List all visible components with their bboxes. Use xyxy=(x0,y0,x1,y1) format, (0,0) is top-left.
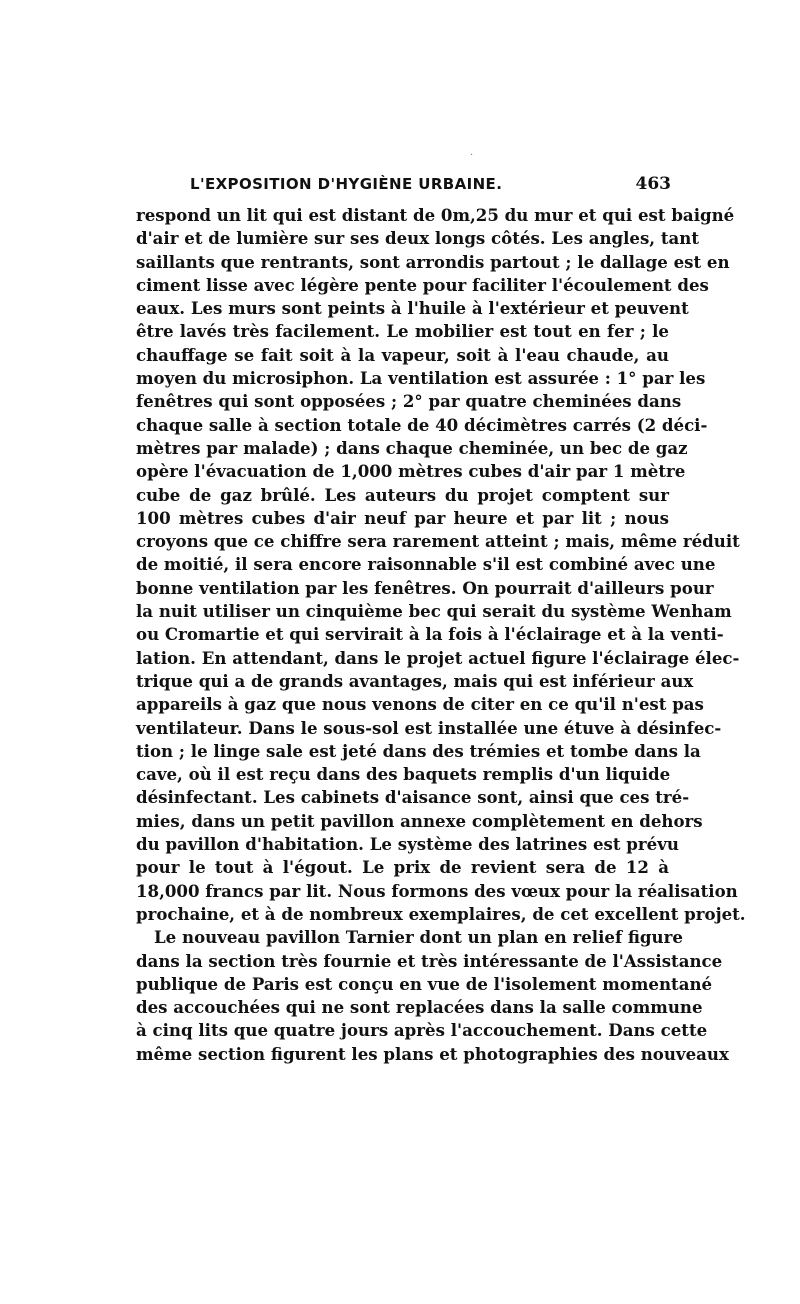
body-text xyxy=(136,204,746,1066)
text-line: dans la section très fournie et très intéressante de l'Assistance xyxy=(136,950,723,971)
text-line: chauffage se fait soit à la vapeur, soit à l'eau chaude, au xyxy=(136,344,669,365)
corner-mark: . xyxy=(470,147,474,158)
paragraph-end-line: prochaine, et à de nombreux exemplaires, de cet excellent projet. xyxy=(136,903,746,924)
running-head: L'EXPOSITION D'HYGIÈNE URBAINE. xyxy=(190,175,503,193)
text-line: ciment lisse avec légère pente pour faciliter l'écoulement des xyxy=(136,274,709,295)
text-line: lation. En attendant, dans le projet actuel figure l'éclairage élec- xyxy=(136,647,740,668)
text-line: appareils à gaz que nous venons de citer en ce qu'il n'est pas xyxy=(136,694,704,715)
text-line: du pavillon d'habitation. Le système des latrines est prévu xyxy=(136,834,679,855)
text-line: mies, dans un petit pavillon annexe complètement en dehors xyxy=(136,810,703,831)
text-line: eaux. Les murs sont peints à l'huile à l'extérieur et peuvent xyxy=(136,298,689,319)
text-line: croyons que ce chiffre sera rarement atteint ; mais, même réduit xyxy=(136,531,740,552)
text-line: fenêtres qui sont opposées ; 2° par quatre cheminées dans xyxy=(136,391,682,412)
text-line: désinfectant. Les cabinets d'aisance sont, ainsi que ces tré- xyxy=(136,787,690,808)
text-line: la nuit utiliser un cinquième bec qui serait du système Wenham xyxy=(136,601,732,622)
text-line: trique qui a de grands avantages, mais qui est inférieur aux xyxy=(136,670,694,691)
text-line: tion ; le linge sale est jeté dans des trémies et tombe dans la xyxy=(136,740,701,761)
text-line: même section figurent les plans et photographies des nouveaux xyxy=(136,1043,729,1064)
text-line: opère l'évacuation de 1,000 mètres cubes d'air par 1 mètre xyxy=(136,461,686,482)
text-line: chaque salle à section totale de 40 décimètres carrés (2 déci- xyxy=(136,414,708,435)
text-line: bonne ventilation par les fenêtres. On pourrait d'ailleurs pour xyxy=(136,577,714,598)
text-line: cube de gaz brûlé. Les auteurs du projet comptent sur xyxy=(136,484,669,505)
text-line: ou Cromartie et qui servirait à la fois à l'éclairage et à la venti- xyxy=(136,624,724,645)
text-line: ventilateur. Dans le sous-sol est installée une étuve à désinfec- xyxy=(136,717,722,738)
text-line: être lavés très facilement. Le mobilier est tout en fer ; le xyxy=(136,321,669,342)
text-line: cave, où il est reçu dans des baquets remplis d'un liquide xyxy=(136,764,671,785)
text-line: d'air et de lumière sur ses deux longs côtés. Les angles, tant xyxy=(136,228,700,249)
text-line: de moitié, il sera encore raisonnable s'il est combiné avec une xyxy=(136,554,716,575)
text-line: des accouchées qui ne sont replacées dans la salle commune xyxy=(136,997,703,1018)
text-line: saillants que rentrants, sont arrondis partout ; le dallage est en xyxy=(136,251,730,272)
page-number: 463 xyxy=(635,174,671,194)
text-line: respond un lit qui est distant de 0m,25 du mur et qui est baigné xyxy=(136,205,735,225)
page-header xyxy=(136,174,671,194)
text-line: mètres par malade) ; dans chaque cheminée, un bec de gaz xyxy=(136,437,688,458)
text-line: pour le tout à l'égout. Le prix de revient sera de 12 à xyxy=(136,857,669,878)
text-line: publique de Paris est conçu en vue de l'isolement momentané xyxy=(136,973,713,994)
paragraph-start-line: Le nouveau pavillon Tarnier dont un plan en relief figure xyxy=(154,927,683,948)
text-line: 18,000 francs par lit. Nous formons des vœux pour la réalisation xyxy=(136,880,738,901)
text-line: moyen du microsiphon. La ventilation est assurée : 1° par les xyxy=(136,368,706,389)
text-line: à cinq lits que quatre jours après l'accouchement. Dans cette xyxy=(136,1020,708,1041)
text-line: 100 mètres cubes d'air neuf par heure et par lit ; nous xyxy=(136,507,669,528)
